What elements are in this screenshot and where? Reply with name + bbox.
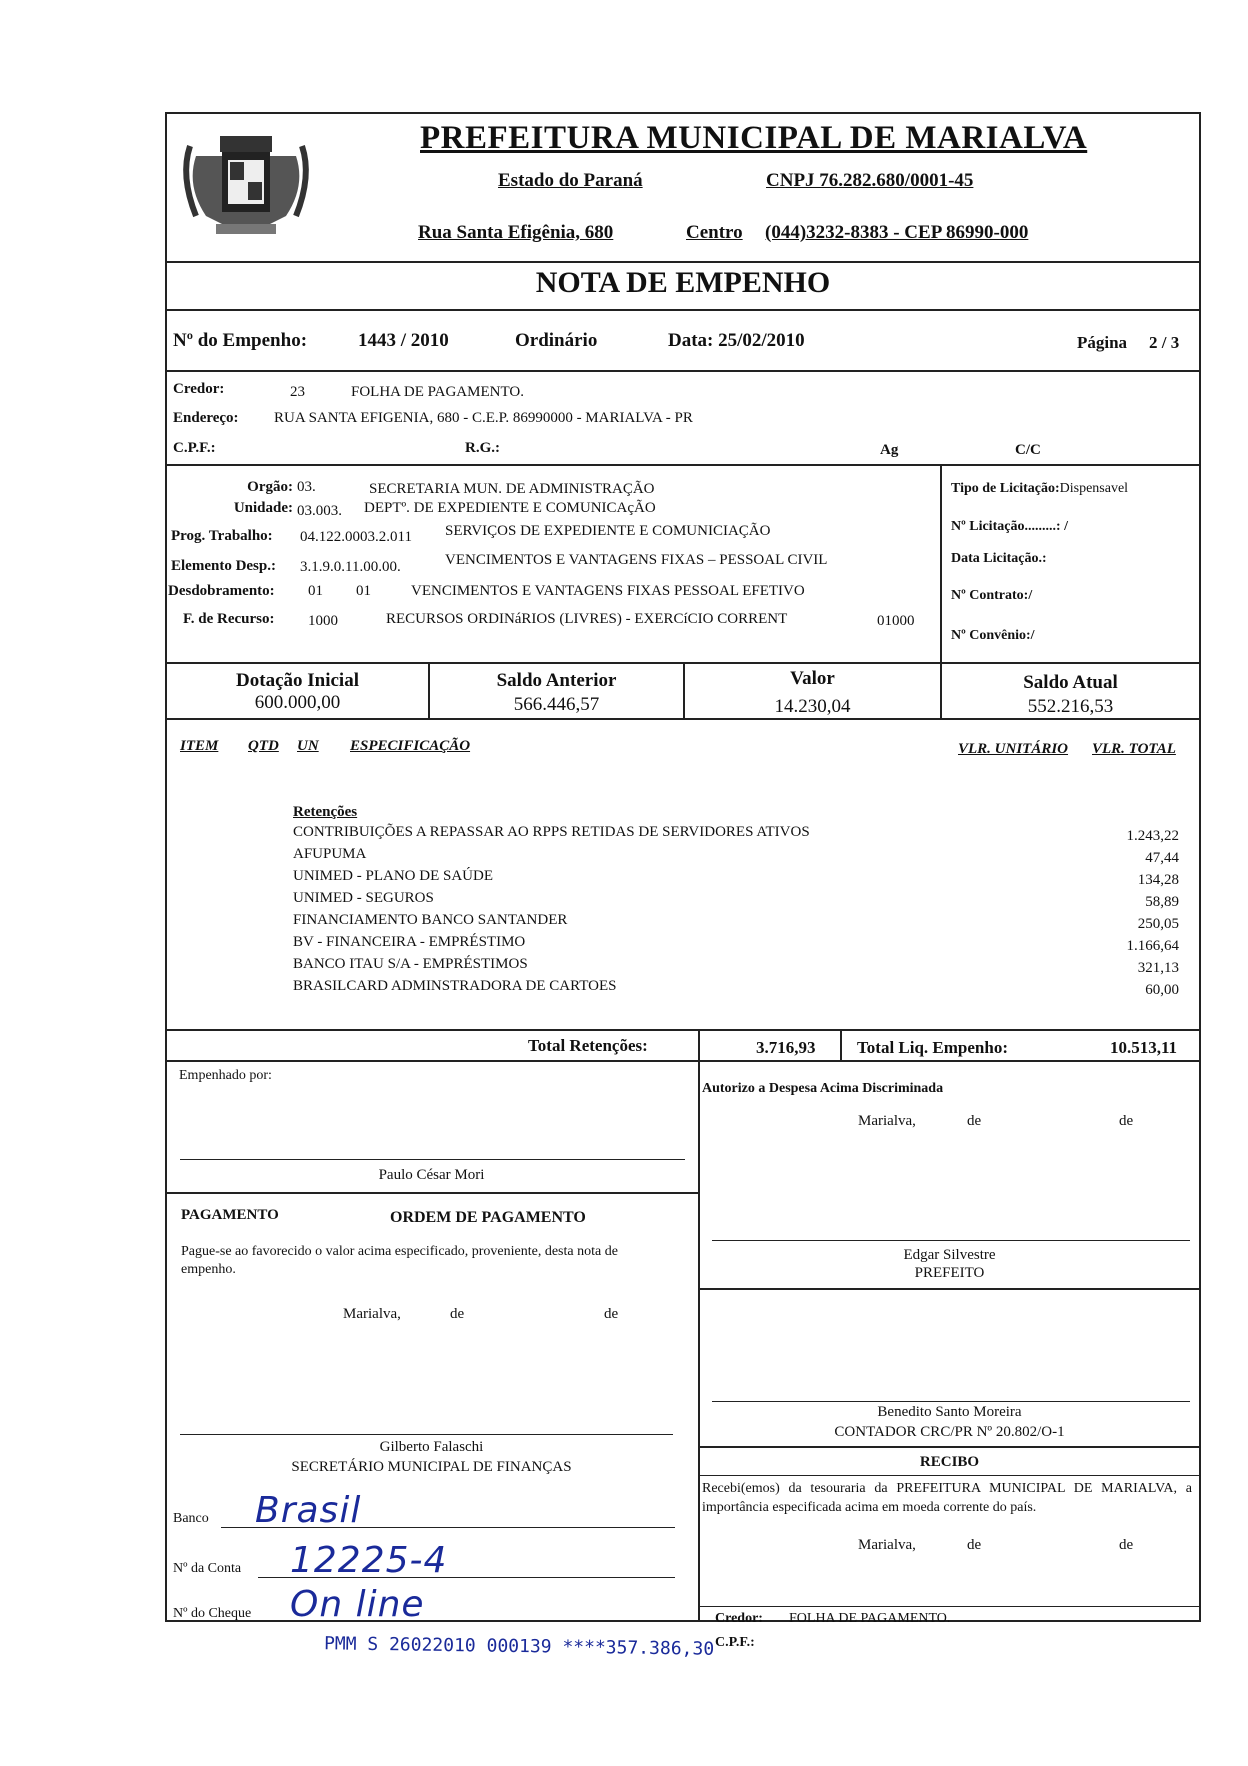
prog-code: 04.122.0003.2.011 (300, 529, 412, 545)
saldo-atual-label: Saldo Atual (1023, 672, 1118, 693)
licitacao-number: Nº Licitação.........: / (951, 519, 1068, 534)
ordem-pagamento-label: ORDEM DE PAGAMENTO (390, 1209, 586, 1226)
contrato-number: Nº Contrato:/ (951, 588, 1033, 603)
credor-code: 23 (290, 384, 305, 400)
phone-cep-label: (044)3232-8383 - CEP 86990-000 (765, 222, 1029, 243)
dotacao-value: 600.000,00 (254, 692, 341, 713)
contador-name: Benedito Santo Moreira (877, 1404, 1022, 1420)
saldo-atual-value: 552.216,53 (1027, 696, 1114, 717)
neighborhood-label: Centro (686, 222, 743, 243)
empenho-number-label: Nº do Empenho: (173, 330, 308, 351)
dotacao-label: Dotação Inicial (236, 670, 359, 691)
cc-label: C/C (1015, 442, 1041, 458)
desdobramento-b: 01 (356, 583, 371, 599)
elemento-desc: VENCIMENTOS E VANTAGENS FIXAS – PESSOAL CIVIL (445, 552, 828, 568)
city-label: Marialva, (858, 1537, 916, 1553)
cpf-label: C.P.F.: (173, 440, 216, 456)
orgao-desc: SECRETARIA MUN. DE ADMINISTRAÇÃO (369, 481, 655, 497)
document-title: NOTA DE EMPENHO (535, 266, 831, 299)
valor-value: 14.230,04 (774, 696, 851, 717)
list-item: AFUPUMA 47,44 (293, 846, 1179, 866)
city-label: Marialva, (858, 1113, 916, 1129)
rg-label: R.G.: (465, 440, 500, 456)
ag-label: Ag (880, 442, 899, 458)
retencoes-list (293, 824, 1179, 1000)
list-item: UNIMED - SEGUROS 58,89 (293, 890, 1179, 910)
banco-label: Banco (173, 1511, 209, 1526)
total-retencoes-label: Total Retenções: (528, 1036, 648, 1055)
unidade-desc: DEPTº. DE EXPEDIENTE E COMUNICAçÃO (364, 500, 656, 516)
de-label: de (450, 1306, 465, 1322)
recibo-credor-label: Credor: (715, 1611, 763, 1626)
prefeito-title: PREFEITO (914, 1265, 985, 1281)
fonte-desc: RECURSOS ORDINáRIOS (LIVRES) - EXERCíCIO CORRENT (386, 611, 788, 627)
municipality-title: PREFEITURA MUNICIPAL DE MARIALVA (420, 120, 1088, 156)
state-label: Estado do Paraná (498, 170, 643, 191)
col-vlr-unitario: VLR. UNITÁRIO (958, 741, 1069, 757)
fonte-label: F. de Recurso: (183, 611, 275, 627)
col-especificacao: ESPECIFICAÇÃO (350, 738, 471, 754)
credor-label: Credor: (173, 381, 225, 397)
page-label: Página (1077, 333, 1128, 352)
coat-of-arms-logo (176, 116, 316, 256)
unidade-label: Unidade: (233, 500, 293, 516)
prog-label: Prog. Trabalho: (171, 528, 273, 544)
pagamento-label: PAGAMENTO (181, 1207, 279, 1223)
de-label: de (967, 1537, 982, 1553)
saldo-anterior-value: 566.446,57 (513, 694, 600, 715)
col-un: UN (297, 738, 319, 754)
banco-handwritten: Brasil (255, 1490, 362, 1531)
saldo-anterior-label: Saldo Anterior (496, 670, 617, 691)
contador-title: CONTADOR CRC/PR Nº 20.802/O-1 (834, 1424, 1065, 1440)
convenio-number: Nº Convênio:/ (951, 628, 1035, 643)
recibo-cpf-label: C.P.F.: (715, 1635, 755, 1650)
conta-label: Nº da Conta (173, 1561, 242, 1576)
orgao-label: Orgão: (247, 479, 293, 495)
empenho-type: Ordinário (515, 330, 598, 351)
desdobramento-desc: VENCIMENTOS E VANTAGENS FIXAS PESSOAL EFETIVO (411, 583, 805, 599)
address-label: Rua Santa Efigênia, 680 (418, 222, 614, 243)
recibo-credor-value: FOLHA DE PAGAMENTO. (789, 1611, 951, 1626)
empenho-number: 1443 / 2010 (358, 330, 449, 351)
credor-address: RUA SANTA EFIGENIA, 680 - C.E.P. 86990000 - MARIALVA - PR (274, 410, 693, 426)
list-item: BV - FINANCEIRA - EMPRÉSTIMO 1.166,64 (293, 934, 1179, 954)
col-item: ITEM (180, 738, 219, 754)
licitacao-date: Data Licitação.: (951, 551, 1047, 566)
fonte-code: 1000 (308, 613, 338, 629)
list-item: BRASILCARD ADMINSTRADORA DE CARTOES 60,00 (293, 978, 1179, 998)
cash-register-stamp: PMM S 26022010 000139 ****357.386,30 (323, 1633, 715, 1660)
empenhado-label: Empenhado por: (179, 1068, 272, 1083)
pague-text: Pague-se ao favorecido o valor acima especificado, proveniente, desta nota de empenho. (181, 1244, 618, 1277)
list-item: UNIMED - PLANO DE SAÚDE 134,28 (293, 868, 1179, 888)
desdobramento-a: 01 (308, 583, 323, 599)
fonte-extra: 01000 (877, 613, 915, 629)
secretario-title: SECRETÁRIO MUNICIPAL DE FINANÇAS (291, 1459, 572, 1475)
autorizo-label: Autorizo a Despesa Acima Discriminada (702, 1081, 944, 1096)
credor-name: FOLHA DE PAGAMENTO. (351, 384, 524, 400)
retencoes-title: Retenções (293, 804, 358, 820)
cheque-handwritten: On line (290, 1584, 425, 1625)
unidade-code: 03.003. (297, 503, 342, 519)
orgao-code: 03. (297, 479, 316, 495)
list-item: FINANCIAMENTO BANCO SANTANDER 250,05 (293, 912, 1179, 932)
total-liquido-value: 10.513,11 (1110, 1038, 1178, 1057)
tipo-licitacao: Tipo de Licitação:Dispensavel (951, 481, 1129, 496)
desdobramento-label: Desdobramento: (168, 583, 275, 599)
cheque-label: Nº do Cheque (173, 1606, 252, 1621)
recibo-text: Recebi(emos) da tesouraria da PREFEITURA MUNICIPAL DE MARIALVA, a importância especificada acima em moeda corrente do país. (702, 1481, 1192, 1515)
empenho-date: Data: 25/02/2010 (668, 330, 805, 351)
list-item: BANCO ITAU S/A - EMPRÉSTIMOS 321,13 (293, 956, 1179, 976)
recibo-label: RECIBO (919, 1454, 980, 1470)
secretario-name: Gilberto Falaschi (379, 1439, 484, 1455)
elemento-code: 3.1.9.0.11.00.00. (300, 559, 401, 575)
address-field-label: Endereço: (173, 410, 239, 426)
cnpj-label: CNPJ 76.282.680/0001-45 (766, 170, 974, 191)
total-retencoes-value: 3.716,93 (756, 1038, 816, 1057)
list-item: CONTRIBUIÇÕES A REPASSAR AO RPPS RETIDAS DE SERVIDORES ATIVOS 1.243,22 (293, 824, 1179, 844)
total-liquido-label: Total Liq. Empenho: (857, 1038, 1008, 1057)
prog-desc: SERVIÇOS DE EXPEDIENTE E COMUNICIAÇÃO (445, 523, 771, 539)
de-label: de (1119, 1113, 1134, 1129)
de-label: de (967, 1113, 982, 1129)
city-label: Marialva, (343, 1306, 401, 1322)
col-vlr-total: VLR. TOTAL (1092, 741, 1176, 757)
valor-label: Valor (790, 668, 835, 689)
elemento-label: Elemento Desp.: (171, 558, 276, 574)
conta-handwritten: 12225-4 (290, 1540, 448, 1581)
de-label: de (604, 1306, 619, 1322)
de-label: de (1119, 1537, 1134, 1553)
page-number: 2 / 3 (1149, 333, 1180, 352)
empenhado-name: Paulo César Mori (378, 1167, 485, 1183)
prefeito-name: Edgar Silvestre (903, 1247, 996, 1263)
col-qtd: QTD (248, 738, 279, 754)
